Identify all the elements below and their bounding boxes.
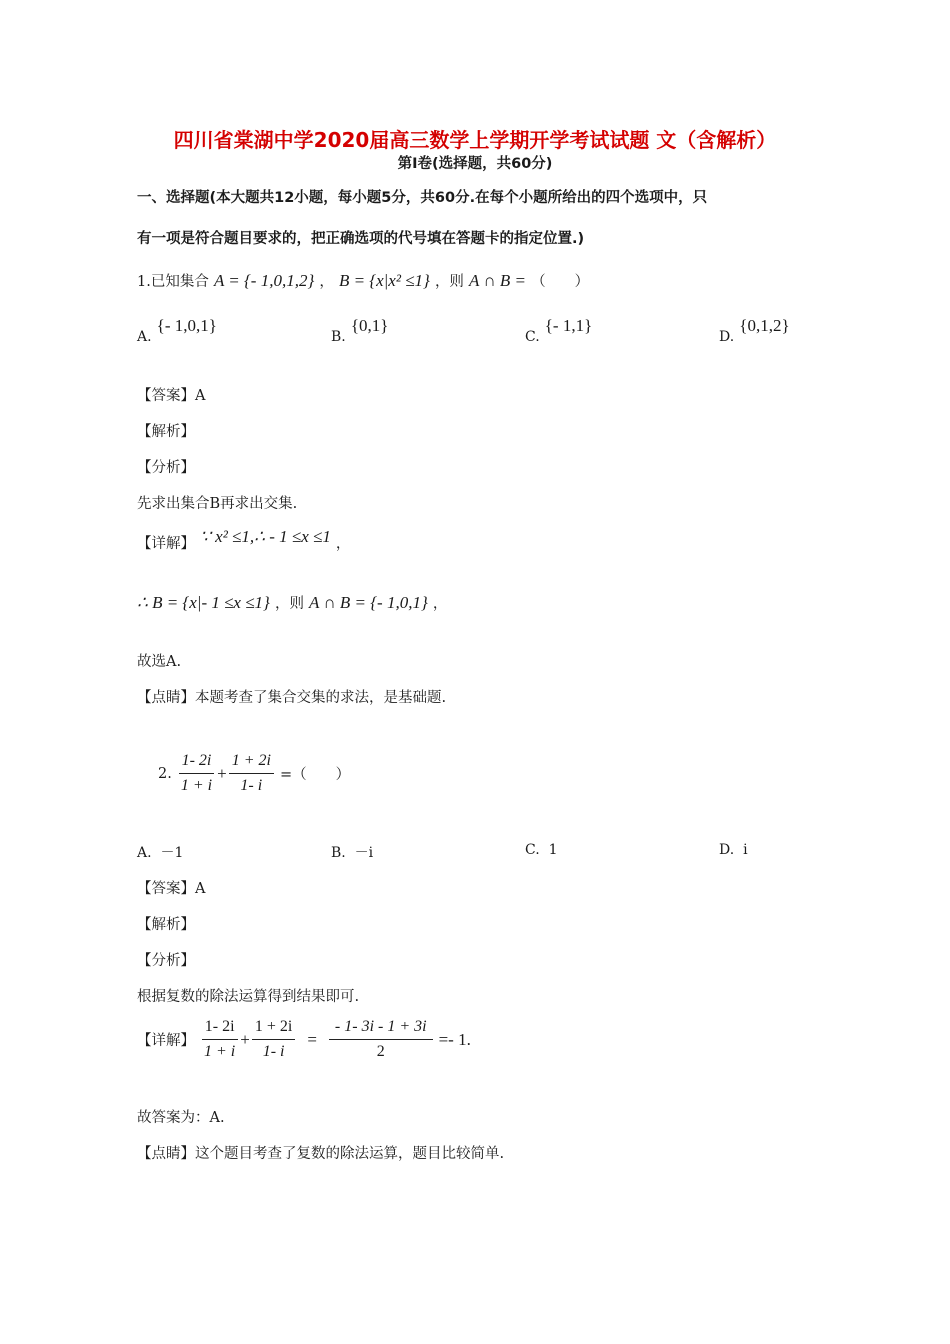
option-label: B. (331, 845, 346, 861)
section-subtitle: 第Ⅰ卷(选择题，共60分) (397, 156, 553, 172)
q2-jiexi-heading: 【解析】 (137, 917, 195, 933)
q1-option-c (525, 316, 593, 346)
q2-option-d (719, 842, 748, 858)
q1-conclusion: 故选A. (137, 654, 182, 670)
q2-option-c (525, 842, 558, 858)
detail-label: 【详解】 (137, 1033, 195, 1049)
comma: ， (319, 274, 334, 290)
q1-fenxi-heading: 【分析】 (137, 460, 195, 476)
option-value: {- 1,0,1} (156, 316, 217, 335)
set-b-definition: B = {x|x² ≤1} (338, 271, 430, 290)
intersection-expression: A ∩ B = (469, 271, 526, 290)
therefore-math: ∴ B = {x|- 1 ≤x ≤1} (137, 593, 270, 612)
fraction-1 (178, 752, 215, 795)
set-a-definition: A = {- 1,0,1,2} (213, 271, 315, 290)
fraction-numerator: - 1- 3i - 1 + 3i (329, 1018, 433, 1040)
comma: ， (432, 596, 448, 612)
option-value: 1 (548, 842, 558, 858)
option-label: C. (525, 842, 540, 858)
option-value: －1 (160, 845, 184, 861)
question-2-stem (158, 752, 350, 795)
q2-comment: 【点睛】这个题目考查了复数的除法运算，题目比较简单. (137, 1146, 505, 1162)
option-value: i (743, 842, 748, 858)
option-value: {0,1,2} (739, 316, 790, 335)
option-label: D. (719, 842, 735, 858)
fraction-denominator: 1- i (262, 1043, 285, 1060)
option-label: D. (719, 329, 735, 345)
question-1-prefix: 1.已知集合 (137, 274, 209, 290)
intersection-result: A ∩ B = {- 1,0,1} (309, 593, 428, 612)
option-label: A. (137, 329, 152, 345)
detail-label: 【详解】 (137, 536, 195, 552)
fraction-denominator: 1 + i (204, 1043, 236, 1060)
q2-fenxi-heading: 【分析】 (137, 953, 195, 969)
q1-comment: 【点睛】本题考查了集合交集的求法，是基础题. (137, 690, 447, 706)
detail-math: ∵ x² ≤1,∴ - 1 ≤x ≤1 (200, 527, 331, 546)
q2-option-b (331, 842, 373, 862)
q2-option-a (137, 842, 183, 862)
option-label: C. (525, 329, 540, 345)
option-value: {- 1,1} (544, 316, 593, 335)
fraction-numerator: 1- 2i (202, 1018, 238, 1040)
q1-analysis-text: 先求出集合B再求出交集. (137, 496, 298, 512)
answer-paren: （ ） (531, 274, 590, 290)
q1-answer: 【答案】A (137, 388, 206, 404)
section-instruction-line2: 有一项是符合题目要求的，把正确选项的代号填在答题卡的指定位置.) (137, 231, 585, 247)
fraction-numerator: 1 + 2i (229, 752, 274, 774)
q1-option-b (331, 316, 389, 346)
q1-therefore-line (137, 592, 447, 613)
fraction-numerator: 1 + 2i (252, 1018, 295, 1040)
plus-sign: + (240, 1029, 250, 1049)
option-value: －i (354, 845, 374, 861)
document-title: 四川省棠湖中学2020届高三数学上学期开学考试试题 文（含解析） (173, 128, 777, 152)
plus-sign: + (217, 763, 227, 783)
option-value: {0,1} (350, 316, 389, 335)
question-1-stem (137, 270, 589, 291)
q2-answer: 【答案】A (137, 881, 206, 897)
fraction-3 (329, 1018, 433, 1061)
fraction-denominator: 1 + i (180, 777, 213, 794)
q1-option-d (719, 316, 790, 346)
q2-detail (137, 1018, 471, 1061)
q2-analysis-text: 根据复数的除法运算得到结果即可. (137, 989, 360, 1005)
fraction-denominator: 2 (376, 1043, 385, 1060)
q2-conclusion: 故答案为：A. (137, 1110, 225, 1126)
then-text: ，则 (274, 596, 304, 612)
fraction-2 (229, 752, 274, 795)
comma: ， (335, 536, 351, 552)
then-text: ，则 (434, 274, 464, 290)
question-2-number: 2. (158, 765, 172, 782)
equals-paren: =（ ） (279, 767, 351, 783)
fraction-1 (201, 1018, 238, 1061)
fraction-numerator: 1- 2i (179, 752, 215, 774)
equals-sign: = (307, 1029, 317, 1049)
q1-option-a (137, 316, 217, 346)
fraction-denominator: 1- i (240, 777, 263, 794)
option-label: B. (331, 329, 346, 345)
fraction-2 (252, 1018, 295, 1061)
section-instruction-line1: 一、选择题(本大题共12小题，每小题5分，共60分.在每个小题所给出的四个选项中，只 (137, 190, 708, 206)
q1-detail (137, 527, 351, 553)
option-label: A. (137, 845, 152, 861)
detail-result: =- 1. (438, 1029, 471, 1049)
q1-jiexi-heading: 【解析】 (137, 424, 195, 440)
